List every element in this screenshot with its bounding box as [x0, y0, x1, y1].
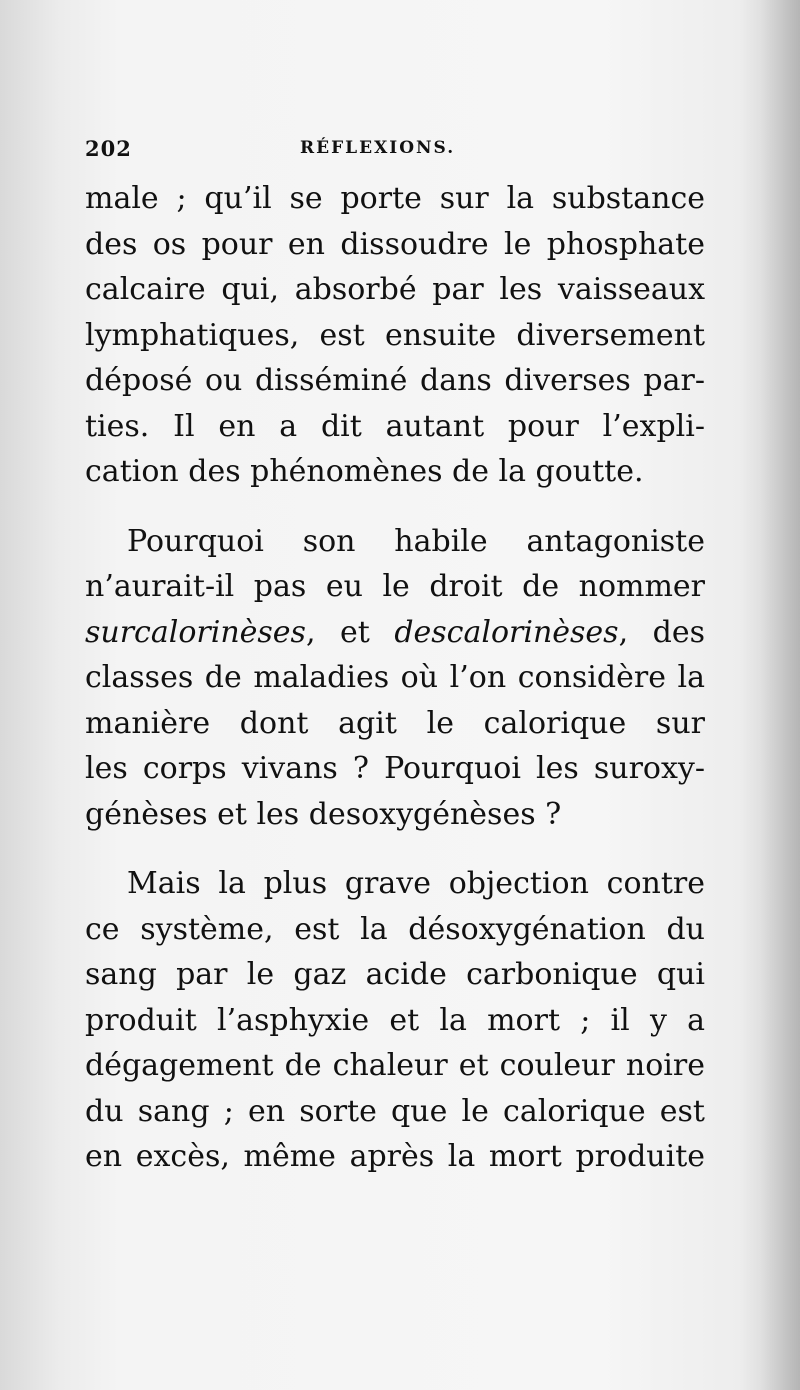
text-line: calcaire qui, absorbé par les vaisseaux [85, 272, 705, 307]
paragraph-gap [85, 495, 705, 519]
text-line: lymphatiques, est ensuite diversement [85, 317, 705, 353]
text-line: du sang ; en sorte que le calorique est [85, 1093, 705, 1129]
text-line: déposé ou disséminé dans diverses par- [85, 363, 705, 398]
italic-term: surcalorinèses [85, 614, 306, 650]
text-line: male ; qu’il se porte sur la substance [85, 181, 705, 216]
text-line: cation des phénomènes de la goutte. [85, 454, 644, 489]
text-line: Pourquoi son habile antagoniste [127, 523, 705, 559]
text-line: Mais la plus grave objection contre [127, 866, 705, 901]
text-line: produit l’asphyxie et la mort ; il y a [85, 1002, 705, 1038]
paragraph-2 [85, 519, 705, 838]
text-line: dégagement de chaleur et couleur noire [85, 1048, 705, 1083]
text-fragment: , des [618, 614, 705, 650]
text-line: classes de maladies où l’on considère la [85, 660, 705, 695]
running-title: RÉFLEXIONS. [300, 138, 456, 158]
text-line-with-italics [85, 610, 705, 656]
text-line: les corps vivans ? Pourquoi les suroxy- [85, 751, 705, 786]
text-line: génèses et les desoxygénèses ? [85, 796, 562, 832]
paragraph-3 [85, 861, 705, 1180]
text-line: sang par le gaz acide carbonique qui [85, 957, 705, 992]
body-text [85, 176, 705, 1180]
text-fragment: , et [305, 614, 395, 650]
paragraph-1 [85, 176, 705, 495]
text-line: en excès, même après la mort produite [85, 1139, 705, 1174]
text-line: n’aurait-il pas eu le droit de nommer [85, 569, 705, 604]
text-line: manière dont agit le calorique sur [85, 705, 705, 741]
text-line: ties. Il en a dit autant pour l’expli- [85, 408, 705, 444]
page-number: 202 [85, 136, 132, 161]
running-head [85, 136, 705, 166]
text-line: des os pour en dissoudre le phosphate [85, 226, 705, 262]
italic-term: descalorinèses [394, 614, 619, 650]
paragraph-gap [85, 837, 705, 861]
text-line: ce système, est la désoxygénation du [85, 911, 705, 947]
